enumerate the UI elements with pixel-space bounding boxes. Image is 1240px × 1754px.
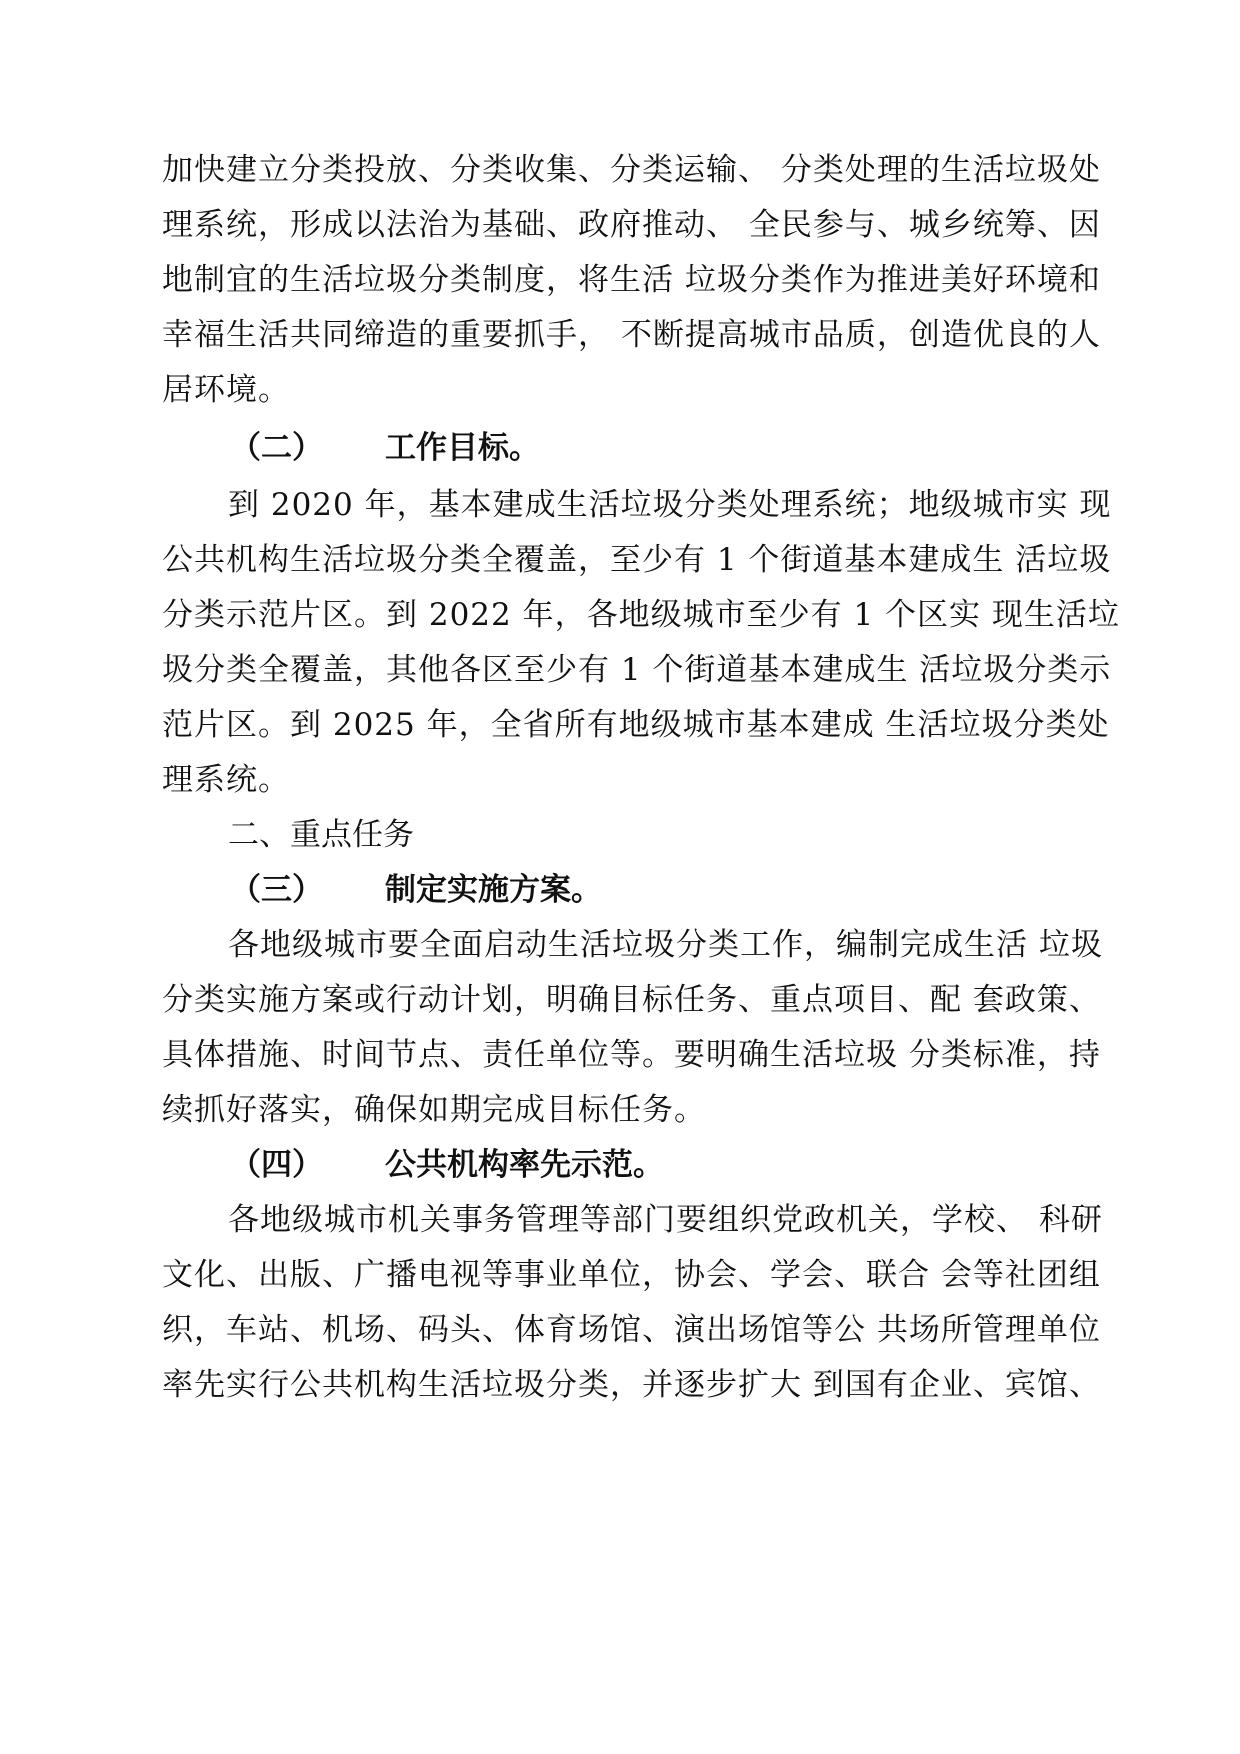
- paragraph-1-line-2: 理系统，形成以法治为基础、政府推动、 全民参与、城乡统筹、因: [162, 207, 1101, 243]
- paragraph-3-line-3: 具体措施、时间节点、责任单位等。要明确生活垃圾 分类标准，持: [162, 1037, 1101, 1073]
- section-3-number: （三）: [230, 872, 323, 908]
- paragraph-2-line-1: 到 2020 年，基本建成生活垃圾分类处理系统；地级城市实 现: [228, 487, 1112, 523]
- paragraph-4-line-2: 文化、出版、广播电视等事业单位，协会、学会、联合 会等社团组: [162, 1257, 1101, 1293]
- paragraph-3-line-4: 续抓好落实，确保如期完成目标任务。: [162, 1092, 706, 1128]
- paragraph-1-line-1: 加快建立分类投放、分类收集、分类运输、 分类处理的生活垃圾处: [162, 152, 1101, 188]
- section-4-number: （四）: [230, 1147, 323, 1183]
- paragraph-1-line-3: 地制宜的生活垃圾分类制度，将生活 垃圾分类作为推进美好环境和: [162, 262, 1101, 298]
- paragraph-4-line-3: 织，车站、机场、码头、体育场馆、演出场馆等公 共场所管理单位: [162, 1312, 1101, 1348]
- paragraph-2-line-2: 公共机构生活垃圾分类全覆盖，至少有 1 个街道基本建成生 活垃圾: [162, 542, 1112, 578]
- paragraph-2-line-5: 范片区。到 2025 年，全省所有地级城市基本建成 生活垃圾分类处: [162, 707, 1110, 743]
- paragraph-2-line-6: 理系统。: [162, 762, 290, 798]
- section-3-title: 制定实施方案。: [385, 872, 602, 908]
- paragraph-3-line-1: 各地级城市要全面启动生活垃圾分类工作，编制完成生活 垃圾: [228, 927, 1103, 963]
- paragraph-2-line-3: 分类示范片区。到 2022 年，各地级城市至少有 1 个区实 现生活垃: [162, 597, 1120, 633]
- paragraph-2-line-4: 圾分类全覆盖，其他各区至少有 1 个街道基本建成生 活垃圾分类示: [162, 652, 1112, 688]
- section-2-number: （二）: [230, 430, 323, 466]
- section-2-title: 工作目标。: [385, 430, 540, 466]
- paragraph-1-line-4: 幸福生活共同缔造的重要抓手， 不断提高城市品质，创造优良的人: [162, 317, 1101, 353]
- section-4-title: 公共机构率先示范。: [385, 1147, 664, 1183]
- paragraph-1-line-5: 居环境。: [162, 372, 290, 408]
- paragraph-4-line-1: 各地级城市机关事务管理等部门要组织党政机关，学校、 科研: [228, 1202, 1103, 1238]
- part-heading: 二、重点任务: [228, 817, 414, 853]
- paragraph-4-line-4: 率先实行公共机构生活垃圾分类，并逐步扩大 到国有企业、宾馆、: [162, 1367, 1101, 1403]
- paragraph-3-line-2: 分类实施方案或行动计划，明确目标任务、重点项目、配 套政策、: [162, 982, 1101, 1018]
